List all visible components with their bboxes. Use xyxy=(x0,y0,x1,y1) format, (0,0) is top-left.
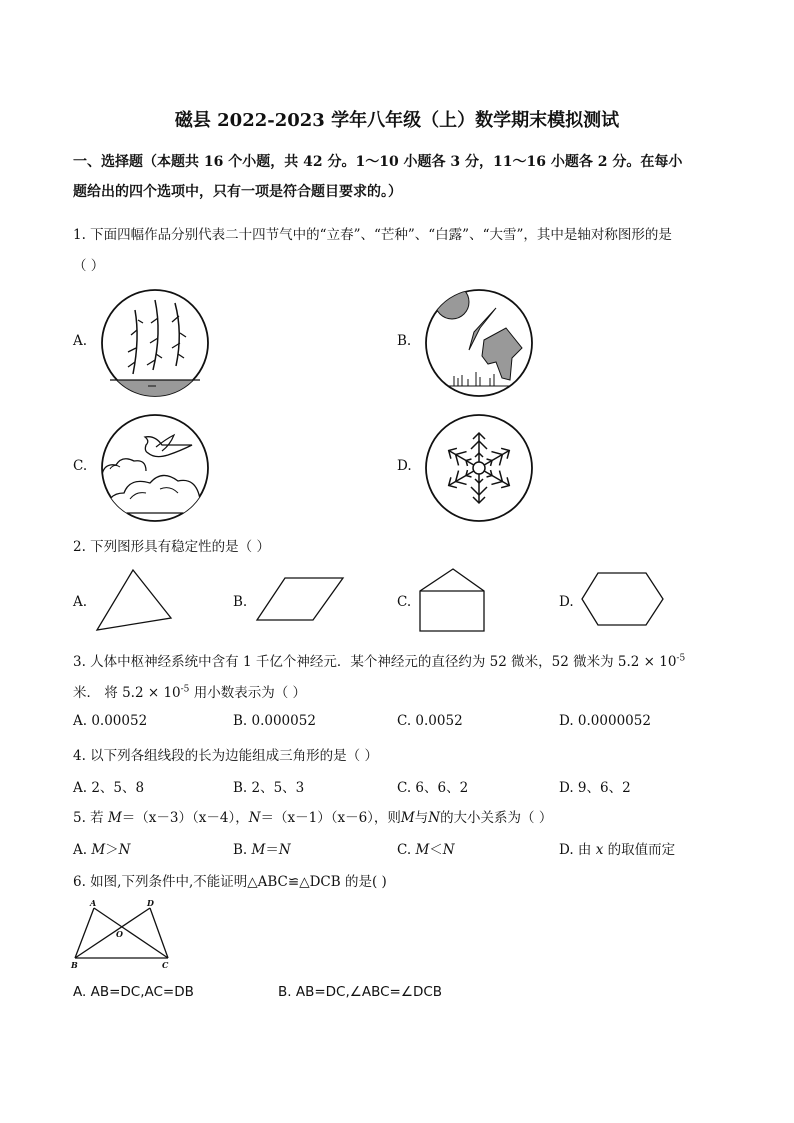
q1-stem-line2: （ ） xyxy=(73,258,105,274)
q4-option-c[interactable]: C. 6、6、2 xyxy=(397,780,469,796)
q6-stem: 6. 如图,下列条件中,不能证明△ABC≌△DCB 的是( ) xyxy=(73,874,387,890)
q3-option-c[interactable]: C. 0.0052 xyxy=(397,713,463,729)
q4-option-d[interactable]: D. 9、6、2 xyxy=(559,780,631,796)
q5-stem: 5. 若 M＝（x－3）（x－4），N＝（x－1）（x－6），则M与N的大小关系为（ ） xyxy=(73,810,553,826)
q5-option-d[interactable]: D. 由 x 的取值而定 xyxy=(559,842,676,858)
q4-stem: 4. 以下列各组线段的长为边能组成三角形的是（ ） xyxy=(73,748,378,764)
q1-option-c[interactable]: C. xyxy=(73,458,88,474)
triangle-icon xyxy=(93,568,173,632)
q6-option-b[interactable]: B. AB=DC,∠ABC=∠DCB xyxy=(278,984,443,1000)
q1-option-b[interactable]: B. xyxy=(397,333,412,349)
figure-label-b: B xyxy=(71,960,78,970)
figure-label-c: C xyxy=(162,960,169,970)
q2-option-c[interactable]: C. xyxy=(397,594,412,610)
q2-option-a[interactable]: A. xyxy=(73,594,88,610)
triangle-abc-dcb-figure xyxy=(70,898,180,970)
q1-option-d[interactable]: D. xyxy=(397,458,412,474)
q3-stem-line2: 米． 将 $5.2 \times 10^{-5}$ 用小数表示为（ ） xyxy=(73,684,306,701)
q1-option-a[interactable]: A. xyxy=(73,333,88,349)
figure-label-o: O xyxy=(116,929,123,939)
q4-option-a[interactable]: A. 2、5、8 xyxy=(73,780,145,796)
figure-label-a: A xyxy=(90,898,97,908)
q3-option-a[interactable]: A. 0.00052 xyxy=(73,713,148,729)
q1-stem-line1: 1. 下面四幅作品分别代表二十四节气中的“立春”、“芒种”、“白露”、“大雪”，其中是轴对称图形的是 xyxy=(73,227,672,243)
q2-option-d[interactable]: D. xyxy=(559,594,574,610)
q5-option-b[interactable]: B. M＝N xyxy=(233,842,291,858)
parallelogram-icon xyxy=(255,576,345,622)
q4-option-b[interactable]: B. 2、5、3 xyxy=(233,780,305,796)
moon-mountain-grass-icon xyxy=(424,288,534,398)
goose-clouds-icon xyxy=(100,413,210,523)
figure-label-d: D xyxy=(147,898,154,908)
q2-stem: 2. 下列图形具有稳定性的是（ ） xyxy=(73,539,270,555)
hexagon-icon xyxy=(580,571,665,627)
q3-exponent-1: -5 xyxy=(676,653,686,664)
section-heading-line1: 一、选择题（本题共 16 个小题，共 42 分。1～10 小题各 3 分，11～16 小题各 2 分。在每小 xyxy=(73,154,683,170)
q3-exponent-2: -5 xyxy=(180,684,190,695)
page-title: 磁县 2022-2023 学年八年级（上）数学期末模拟测试 xyxy=(174,110,620,131)
q3-option-d[interactable]: D. 0.0000052 xyxy=(559,713,651,729)
q2-option-b[interactable]: B. xyxy=(233,594,248,610)
house-pentagon-icon xyxy=(418,567,488,633)
section-heading-line2: 题给出的四个选项中，只有一项是符合题目要求的。） xyxy=(73,184,402,200)
q3-option-b[interactable]: B. 0.000052 xyxy=(233,713,316,729)
q5-option-a[interactable]: A. M＞N xyxy=(73,842,131,858)
q6-option-a[interactable]: A. AB=DC,AC=DB xyxy=(73,984,194,1000)
snowflake-icon xyxy=(424,413,534,523)
willow-branches-icon xyxy=(100,288,210,398)
q5-option-c[interactable]: C. M＜N xyxy=(397,842,455,858)
q3-stem-line1: 3. 人体中枢神经系统中含有 1 千亿个神经元．某个神经元的直径约为 52 微米，52 微米为 $5.2 \times 10^{-5}$ xyxy=(73,653,686,670)
